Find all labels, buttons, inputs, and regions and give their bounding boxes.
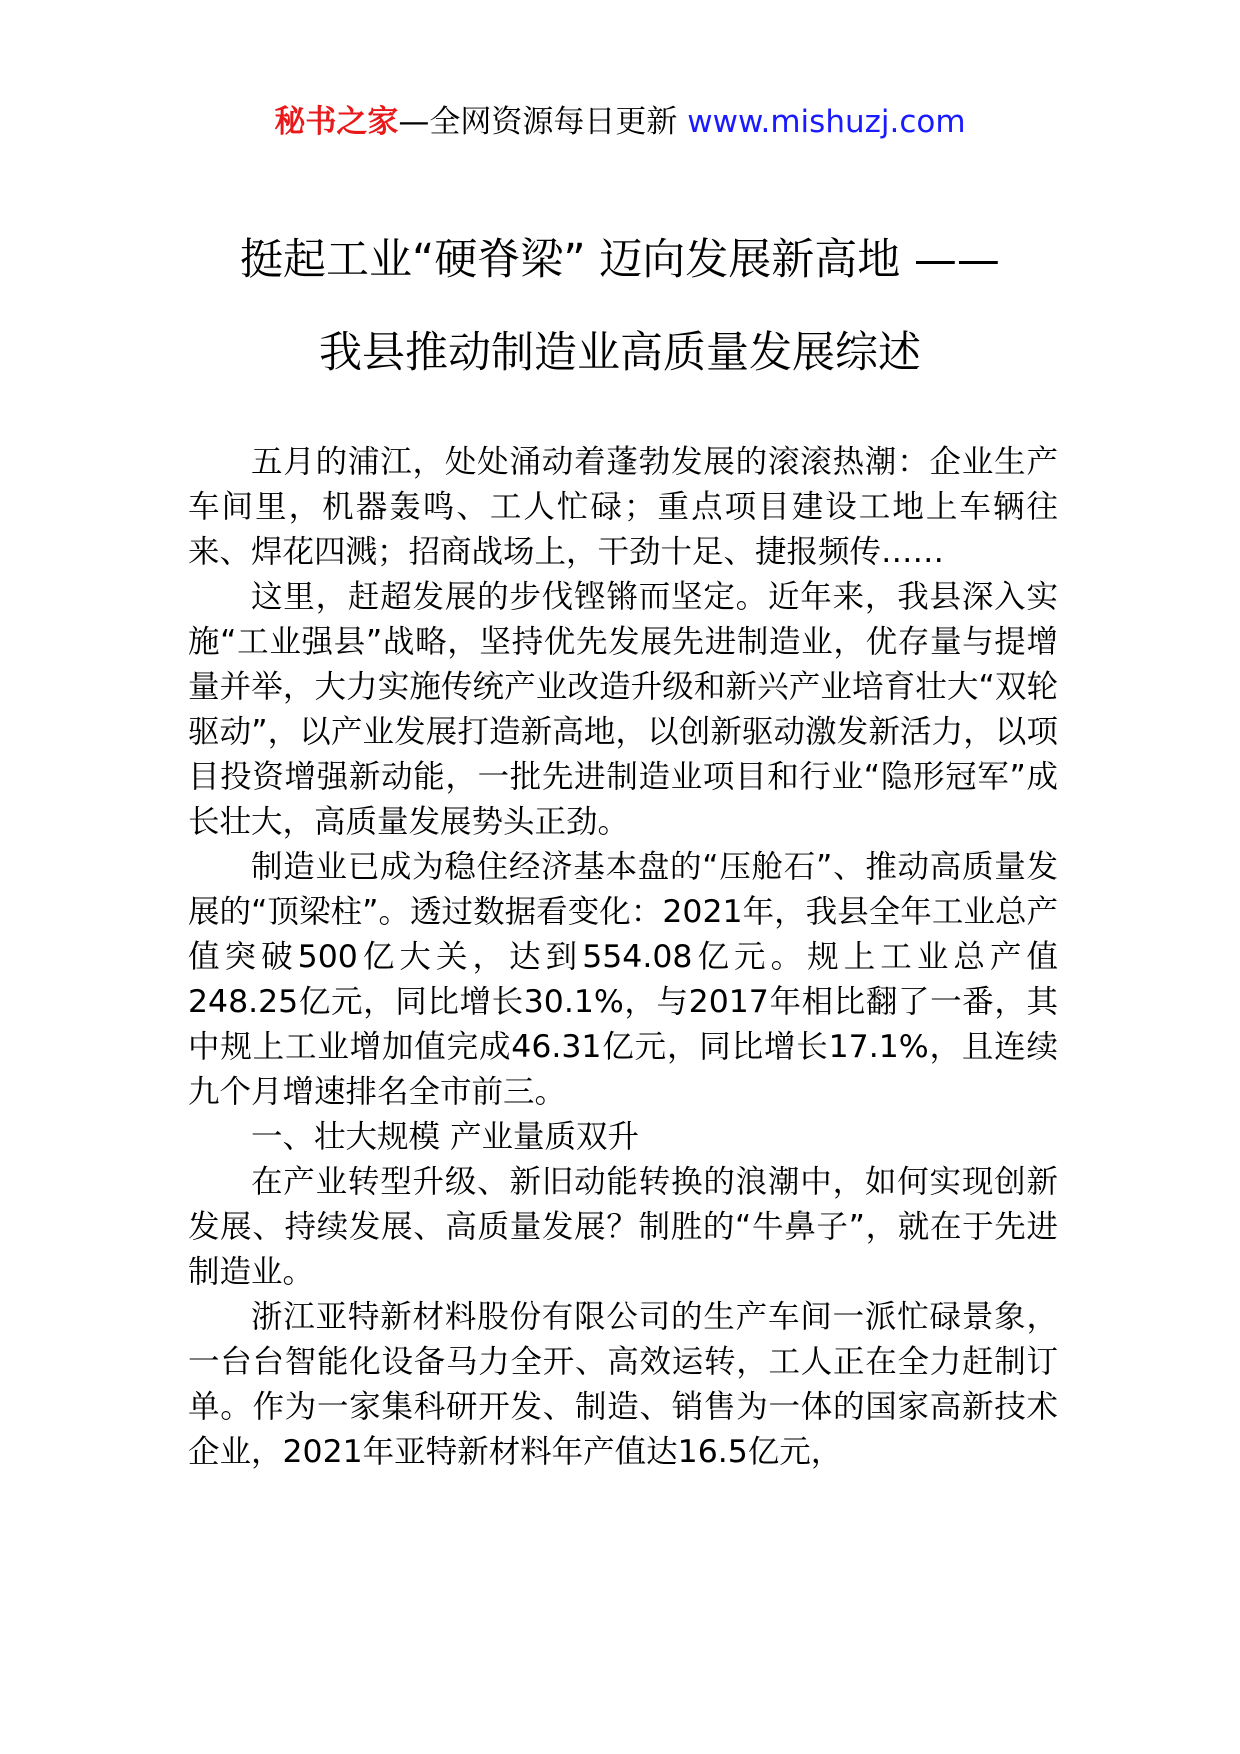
paragraph-company-yate: 浙江亚特新材料股份有限公司的生产车间一派忙碌景象，一台台智能化设备马力全开、高效运转，工人正在全力赶制订单。作为一家集科研开发、制造、销售为一体的国家高新技术企业，2021年亚特新材料年产值达16.5亿元， [188, 1299, 1058, 1470]
site-header [0, 100, 1240, 144]
site-url-link[interactable]: www.mishuzj.com [687, 104, 966, 140]
article-title-line-2: 我县推动制造业高质量发展综述 [319, 328, 921, 378]
paragraph-transformation: 在产业转型升级、新旧动能转换的浪潮中，如何实现创新发展、持续发展、高质量发展？制胜的“牛鼻子”，就在于先进制造业。 [188, 1164, 1058, 1290]
header-tagline: —全网资源每日更新 [398, 104, 688, 140]
article-title-line-1: 挺起工业“硬脊梁” 迈向发展新高地 —— [240, 235, 1000, 285]
paragraph-data: 制造业已成为稳住经济基本盘的“压舱石”、推动高质量发展的“顶梁柱”。透过数据看变化：2021年，我县全年工业总产值突破500亿大关，达到554.08亿元。规上工业总产值248.25亿元，同比增长30.1%，与2017年相比翻了一番，其中规上工业增加值完成46.31亿元，同比增长17.1%，且连续九个月增速排名全市前三。 [188, 849, 1058, 1110]
article-body [188, 440, 1058, 1475]
paragraph-strategy: 这里，赶超发展的步伐铿锵而坚定。近年来，我县深入实施“工业强县”战略，坚持优先发展先进制造业，优存量与提增量并举，大力实施传统产业改造升级和新兴产业培育壮大“双轮驱动”，以产业发展打造新高地，以创新驱动激发新活力，以项目投资增强新动能，一批先进制造业项目和行业“隐形冠军”成长壮大，高质量发展势头正劲。 [188, 579, 1058, 840]
paragraph-intro: 五月的浦江，处处涌动着蓬勃发展的滚滚热潮：企业生产车间里，机器轰鸣、工人忙碌；重点项目建设工地上车辆往来、焊花四溅；招商战场上，干劲十足、捷报频传…… [188, 444, 1058, 570]
brand-name: 秘书之家 [274, 104, 399, 140]
section-heading-1: 一、壮大规模 产业量质双升 [251, 1119, 640, 1155]
